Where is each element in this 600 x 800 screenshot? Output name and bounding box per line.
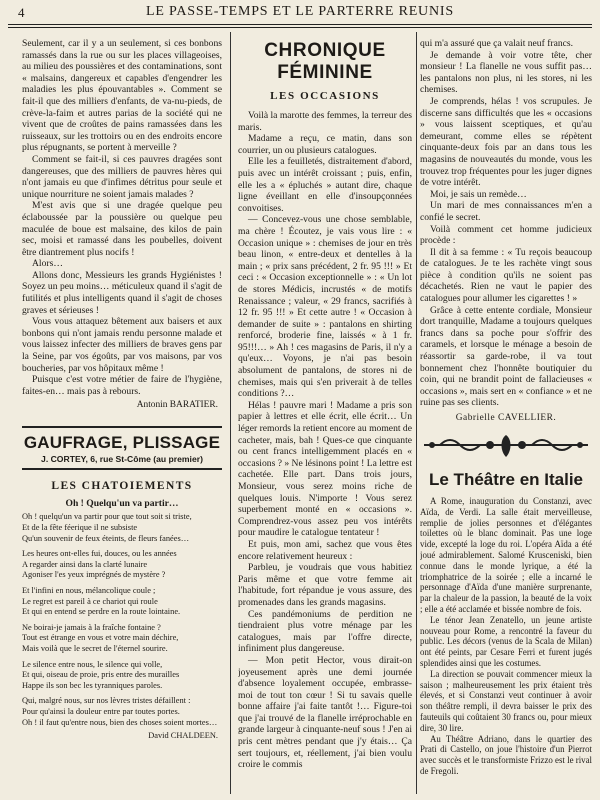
column-divider-1 xyxy=(230,32,231,794)
article-signature: Antonin BARATIER. xyxy=(136,400,218,411)
article-paragraph: Seulement, car il y a un seulement, si ces bonbons ramassés dans la rue ou sur les places villageoises, au milieu des poussières et des contaminations, sont « malsains, dangereux et capables d'engendrer les maladies les plus épouvantables ». Comment se fait-il que des milliers d'enfants, de va-nu-pieds, de crève-la-faim et autres parias de la société qui ne vivent que de croûtes de pains ramassées dans les ruisseaux, sur les trottoirs ou en des endroits encore plus répugnants, se portent à merveille ? xyxy=(22,38,222,154)
article-paragraph: Voilà comment cet homme judicieux procède : xyxy=(420,223,592,247)
poem-line: Et qui, oiseau de proie, pris entre des murailles xyxy=(22,670,180,680)
article-paragraph: Hélas ! pauvre mari ! Madame a pris son papier à lettres et elle écrit, elle écrit… Un léger remords la retient encore au moment de cacheter, mais, bah ! Ques-ce que cinquante ou cent francs intelligemment placés en « occasions ? » Ne lésinons point ! La lettre est cachetée. Elle part. Dans trois jours, Monsieur, vous serez moins riche de quelques louis. N'importe ! Vous serez superbement monté en « occasions ». Comprendrez-vous assez peu vos intérêts pour maudire le catalogue tentateur ! xyxy=(238,399,412,539)
header-rule-double xyxy=(8,27,592,28)
article-paragraph: Je comprends, hélas ! vos scrupules. Je discerne sans difficultés que les « occasions » vous laissent sceptiques, et qu'au demeurant, comme elles se répètent cinquante-deux fois par an dans tous les magasins de nouveautés du monde, vous les trouvez trop fréquentes pour les juger dignes de votre intérêt. xyxy=(420,95,592,189)
article-paragraph: — Concevez-vous une chose semblable, ma chère ! Écoutez, je vais vous lire : « Occasion unique » : chemises de jour en très beau linon, « entre-deux et dentelles à la main ; « prix sans précédent, 2 fr. 95 !!! » Et ceci : « Occasion exceptionnelle » : « Un lot de stores Médicis, incrustés « de motifs Renaissance ; valeur, « 29 francs, sacrifiés à 12 fr. 95 !!! » Et cette autre ! « Occasion à demander de suite » : pantalons en shirting renforcé, broderie fine, laissés « à 1 fr. 95!!!… » Ah ! ces magasins de Paris, il n'y a qu'eux… Voyons, je n'ai pas besoin absolument de pantalons, de stores ni de chemises, mais qui s'en priverait à de telles conditions ?… xyxy=(238,214,412,400)
article-paragraph: M'est avis que si une dragée quelque peu éclaboussée par la poussière ou quelque peu maculée de boue est malsaine, des kilos de pain sec, moisi et ramassé dans les poubelles, doivent être diantrement plus nocifs ! xyxy=(22,200,222,258)
article-paragraph: — Mon petit Hector, vous dirait-on joyeusement après une demi journée d'absence loyalement occupée, embrasse-moi de tout ton cœur ! Si tu savais quelle bonne affaire j'ai faite tantôt !… Figure-toi que j'ai trouvé de la flanelle irréprochable en grande largeur à cinquante-neuf sous ! J'en ai pris cent mètres pendant que j'y étais… Ça sert toujours, et, réellement, j'ai bien voulu croire le commis xyxy=(238,654,412,771)
poem-line: Le silence entre nous, le silence qui volle, xyxy=(22,659,163,669)
article-paragraph: Voilà la marotte des femmes, la terreur des maris. xyxy=(238,110,412,133)
poem-line: Agoniser l'es yeux imprégnés de mystère ? xyxy=(22,570,166,580)
article-paragraph: Parbleu, je voudrais que vous habitiez Paris même et que votre femme ait l'habitude, fort répandue je vous assure, des promenades dans les grands magasins. xyxy=(238,562,412,608)
column-left xyxy=(22,38,222,794)
column-divider-2 xyxy=(416,32,417,794)
section-title: LES CHATOIEMENTS xyxy=(51,480,193,493)
poem-line: Et qui en entend se perdre en la route lointaine. xyxy=(22,607,181,617)
poem-line: Mais voilà que le secret de l'éternel sourire. xyxy=(22,643,168,653)
article-paragraph: Madame a reçu, ce matin, dans son courrier, un ou plusieurs catalogues. xyxy=(238,133,412,156)
ad-rule xyxy=(22,468,222,470)
article-paragraph: Comment se fait-il, si ces pauvres dragées sont dangereuses, que des milliers de pauvres hères qui n'ont jamais eu que d'infimes détritus pour seule et unique nourriture ne soient jamais malades ? xyxy=(22,153,222,200)
poem-line: Happe ils son bec les tyranniques paroles. xyxy=(22,680,163,690)
header-rule xyxy=(8,24,592,25)
poem-line: Le regret est pareil à ce chariot qui roule xyxy=(22,596,158,606)
poem-line: A regarder ainsi dans la clarté lunaire xyxy=(22,559,148,569)
article-paragraph: Alors… xyxy=(32,258,63,270)
poem-title: Oh ! Quelqu'un va partir… xyxy=(65,498,179,510)
poem-line: Tout est étrange en vous et votre main déchire, xyxy=(22,633,179,643)
article-paragraph: Il dit à sa femme : « Tu reçois beaucoup de catalogues. Je te les rachète vingt sous pièce à condition qu'ils ne soient pas décachetés. Rien ne vaut le papier des catalogues pour allumer les cigarettes ! » xyxy=(420,246,592,305)
article-paragraph: qui m'a assuré que ça valait neuf francs. xyxy=(420,38,574,49)
article-paragraph: A Rome, inauguration du Constanzi, avec Aïda, de Verdi. La salle était merveilleuse, remplie de jolies personnes et d'élégantes toilettes où le blanc dominait. Pas une loge vide, excepté la loge du roi. L'opéra Aïda a été joué admirablement. Salomé Krusceniski, bien connue dans le monde lyrique, a été la triomphatrice de la soirée ; elle a incarné le personnage d'Aïda d'une manière surprenante, par la chaleur de la passion, la beauté de la voix ; elle a été acclamée et bissée nombre de fois. xyxy=(420,496,592,614)
page-number: 4 xyxy=(18,5,25,20)
poem-line: Qui, malgré nous, sur nos lèvres tristes défaillent : xyxy=(22,696,191,706)
poem-line: Oh ! il faut qu'entre nous, bien des choses soient mortes… xyxy=(22,717,218,727)
poem-author: David CHALDEEN. xyxy=(148,731,218,741)
poem-line: Pour qu'ainsi la douleur entre par toutes portes. xyxy=(22,706,180,716)
page-header xyxy=(8,3,592,23)
theatre-section-title: Le Théâtre en Italie xyxy=(429,470,583,489)
article-paragraph: Au Théâtre Adriano, dans le quartier des Prati di Castello, on joue l'histoire d'un Pierrot avec succès et le transformiste Frizzo est le rival de Fregoli. xyxy=(420,733,592,776)
article-paragraph: Vous vous attaquez bêtement aux baisers et aux bonbons qui n'ont jamais rendu personne malade et vous laissez infecter des milliers de braves gens par la Seine, par vos égoûts, par vos maisons, par vos boucheries, par vos hôpitaux même ! xyxy=(22,316,222,374)
article-paragraph: Grâce à cette entente cordiale, Monsieur dort tranquille, Madame a toujours quelques francs dans sa poche pour s'offrir des caramels, et lorsque le ménage a besoin de réassortir sa garde-robe, il va tout bonnement chez l'honnête boutiquier du coin, qui ne brandit point de fallacieuses « occasions », mais sert en « confiance » et ne ruine pas ses clients. xyxy=(420,304,592,409)
ad-subtitle: J. CORTEY, 6, rue St-Côme (au premier) xyxy=(41,454,203,465)
article-paragraph: La direction se pouvait commencer mieux la saison ; malheureusement les prix étaient très élevés, et si Constanzi veut continuer à avoir son théâtre rempli, il devra baisser le prix des fauteuils qui coûtaient 30 francs ou, pour mieux dire, 30 lire. xyxy=(420,668,592,733)
article-paragraph: Puisque c'est votre métier de faire de l'hygiène, faites-en… mais pas à rebours. xyxy=(22,374,222,397)
ornament-divider-icon xyxy=(420,431,592,461)
poem xyxy=(22,512,222,728)
article-paragraph: Elle les a feuilletés, distraitement d'abord, puis avec un intérêt croissant ; puis, enfin, elle les a « épluchés » autant dire, chaque ligne éveillant en elle d'insoupçonnées convoitises. xyxy=(238,156,412,214)
article-paragraph: Allons donc, Messieurs les grands Hygiénistes ! Soyez un peu moins… méticuleux quand il s'agit de futilités et plus intelligents quand il s'agit de choses graves et sérieuses ! xyxy=(22,269,222,316)
ad-title: GAUFRAGE, PLISSAGE xyxy=(23,433,221,453)
article-paragraph: Ces pandémoniums de perdition ne tiendraient plus votre ménage par les catalogues, mais par l'offre directe, infiniment plus dangereuse. xyxy=(238,608,412,655)
poem-line: Et l'infini en nous, mélancolique coule ; xyxy=(22,585,156,595)
poem-line: Et de la fête féerique il ne subsiste xyxy=(22,523,138,532)
column-middle xyxy=(238,38,412,794)
chronicle-title: CHRONIQUE FÉMININE xyxy=(264,40,386,83)
article-paragraph: Le ténor Jean Zenatello, un jeune artiste nouveau pour Rome, a rencontré la faveur du public. Les décors (venus de la Scala de Milan) ont été peints, par Cesare Ferri et furent jugés splendides ainsi que les costumes. xyxy=(420,614,592,668)
advertisement xyxy=(22,426,222,470)
article-paragraph: Moi, je sais un remède… xyxy=(430,188,527,200)
poem-line: Qu'un souvenir de feux éteints, de fleurs fanées… xyxy=(22,533,190,543)
poem-line: Oh ! quelqu'un va partir pour que tout soit si triste, xyxy=(22,512,192,522)
poem-line: Ne boirai-je jamais à la fraîche fontaine ? xyxy=(22,622,161,632)
article-paragraph: Un mari de mes connaissances m'en a confié le secret. xyxy=(420,200,592,223)
article-paragraph: Et puis, mon ami, sachez que vous êtes encore relativement heureux : xyxy=(238,538,412,562)
running-title: LE PASSE-TEMPS ET LE PARTERRE REUNIS xyxy=(146,4,454,19)
article-signature: Gabrielle CAVELLIER. xyxy=(455,413,557,423)
chronicle-subtitle: LES OCCASIONS xyxy=(270,90,380,102)
article-paragraph: Je demande à voir votre tête, cher monsieur ! La flanelle ne vous suffit pas… les pantalons non plus, ni les stores, ni les chemises. xyxy=(420,49,592,96)
poem-line: Les heures ont-elles fui, douces, ou les années xyxy=(22,549,177,559)
column-right xyxy=(420,38,592,794)
